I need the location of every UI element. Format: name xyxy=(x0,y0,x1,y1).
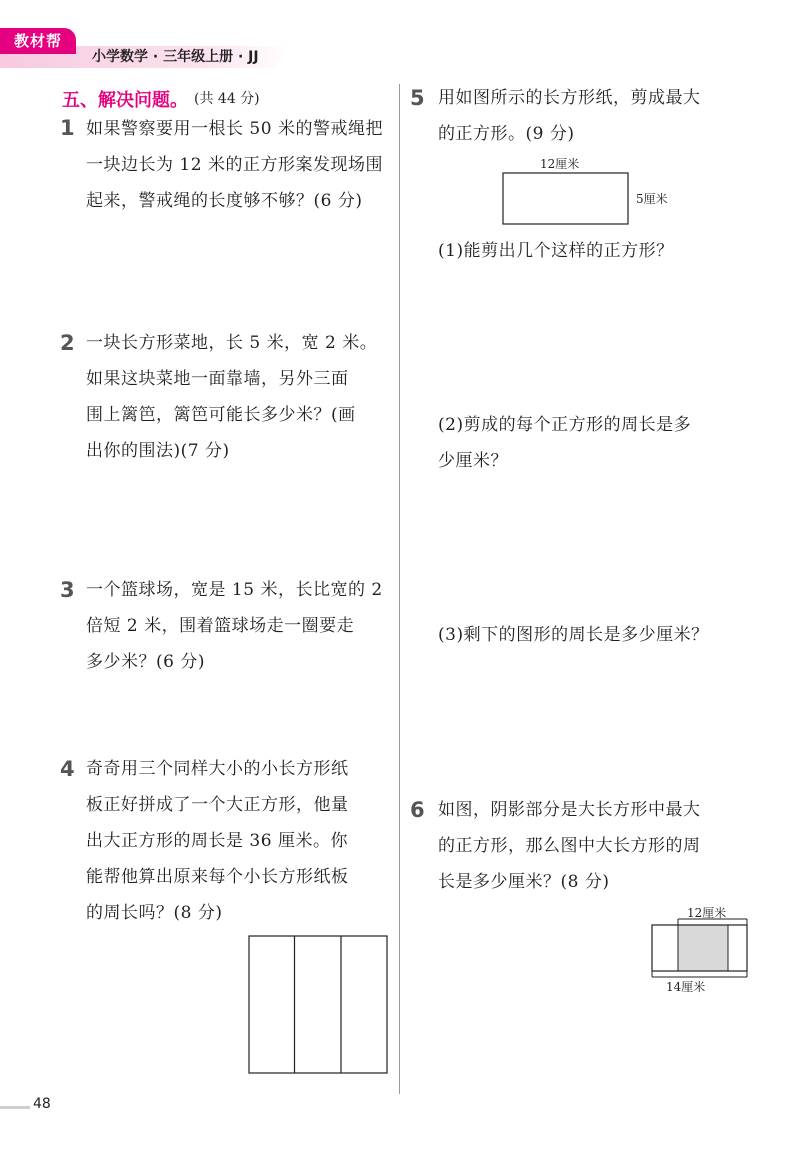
sub-question-1 xyxy=(438,233,674,269)
question-number: 1 xyxy=(60,116,75,140)
question-3-text xyxy=(86,572,383,680)
question-text-line: 长是多少厘米？(8 分) xyxy=(438,872,610,892)
question-text-line: 出大正方形的周长是 36 厘米。你 xyxy=(86,831,348,851)
sub-question-line: (2)剪成的每个正方形的周长是多 xyxy=(438,415,692,435)
rectangle-paper xyxy=(503,173,628,224)
three-rectangles-figure xyxy=(248,935,390,1075)
question-text-line: 用如图所示的长方形纸，剪成最大 xyxy=(438,88,701,108)
question-2-text xyxy=(86,325,377,469)
section-title: 五、解决问题。 xyxy=(62,90,188,111)
question-text-line: 如果这块菜地一面靠墙，另外三面 xyxy=(86,369,349,389)
question-text-line: 奇奇用三个同样大小的小长方形纸 xyxy=(86,759,349,779)
page-number: 48 xyxy=(33,1096,51,1112)
sub-question-line: 少厘米？ xyxy=(438,451,508,471)
header-tag: 教材帮 xyxy=(0,28,76,54)
question-text-line: 围上篱笆，篱笆可能长多少米？(画 xyxy=(86,405,356,425)
top-length-label: 12厘米 xyxy=(687,906,727,920)
question-4-text xyxy=(86,751,349,931)
question-1-text xyxy=(86,111,383,219)
rectangle-paper-figure xyxy=(502,172,630,226)
large-square xyxy=(249,936,387,1073)
bottom-length-label: 14厘米 xyxy=(666,980,706,994)
question-number: 3 xyxy=(60,578,75,602)
question-6-text xyxy=(438,792,701,900)
question-text-line: 一个篮球场，宽是 15 米，长比宽的 2 xyxy=(86,580,383,600)
sub-question-line: (3)剩下的图形的周长是多少厘米？ xyxy=(438,625,709,645)
shaded-square-figure xyxy=(648,915,750,983)
question-text-line: 如图，阴影部分是大长方形中最大 xyxy=(438,800,701,820)
question-text-line: 倍短 2 米，围着篮球场走一圈要走 xyxy=(86,616,355,636)
question-text-line: 出你的围法)(7 分) xyxy=(86,441,230,461)
question-text-line: 一块长方形菜地，长 5 米，宽 2 米。 xyxy=(86,333,378,353)
section-score: (共 44 分) xyxy=(194,91,260,107)
question-number: 6 xyxy=(410,798,425,822)
shaded-square xyxy=(678,925,728,971)
page-number-bar xyxy=(0,1106,30,1109)
question-text-line: 如果警察要用一根长 50 米的警戒绳把 xyxy=(86,119,383,139)
sub-question-3 xyxy=(438,617,709,653)
header-title: 小学数学 · 三年级上册 · JJ xyxy=(92,49,259,65)
rect-width-label: 5厘米 xyxy=(636,192,668,206)
question-number: 2 xyxy=(60,331,75,355)
question-number: 4 xyxy=(60,757,75,781)
question-text-line: 的周长吗？(8 分) xyxy=(86,903,223,923)
column-divider xyxy=(399,84,400,1094)
question-text-line: 板正好拼成了一个大正方形，他量 xyxy=(86,795,349,815)
question-text-line: 能帮他算出原来每个小长方形纸板 xyxy=(86,867,349,887)
question-number: 5 xyxy=(410,86,425,110)
question-text-line: 多少米？(6 分) xyxy=(86,652,205,672)
question-text-line: 起来，警戒绳的长度够不够？(6 分) xyxy=(86,191,363,211)
question-text-line: 的正方形，那么图中大长方形的周 xyxy=(438,836,701,856)
sub-question-line: (1)能剪出几个这样的正方形？ xyxy=(438,241,674,261)
sub-question-2 xyxy=(438,407,691,479)
question-text-line: 一块边长为 12 米的正方形案发现场围 xyxy=(86,155,383,175)
question-text-line: 的正方形。(9 分) xyxy=(438,124,575,144)
question-5-text xyxy=(438,80,701,152)
rect-length-label: 12厘米 xyxy=(540,157,580,171)
